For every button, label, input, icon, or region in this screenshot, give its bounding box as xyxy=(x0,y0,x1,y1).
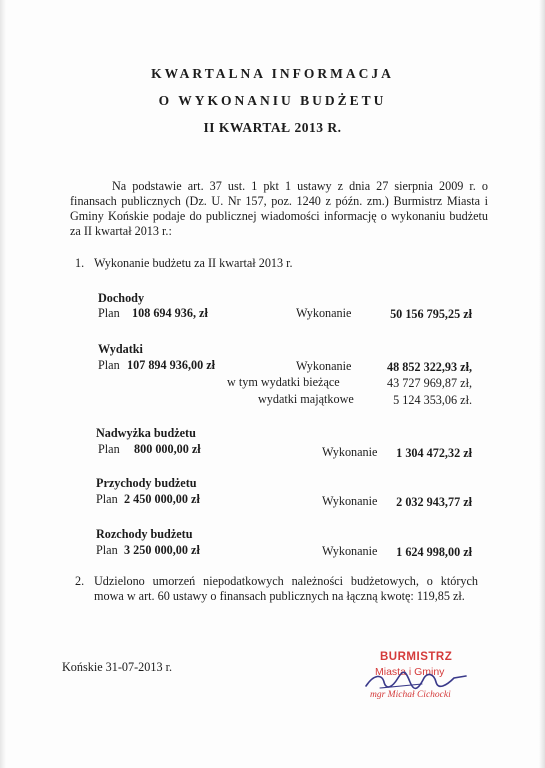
dochody-plan-label: Plan xyxy=(98,306,120,320)
dochody-title: Dochody xyxy=(98,291,145,305)
wydatki-plan-value: 107 894 936,00 zł xyxy=(127,358,216,372)
item-2-text: Udzielono umorzeń niepodatkowych należności budżetowych, o których mowa w art. 60 ustawy o finansach publicznych na łączną kwotę: 119,85 zł. xyxy=(94,574,478,603)
przychody-exec-value: 2 032 943,77 zł xyxy=(396,495,472,509)
wydatki-plan-label: Plan xyxy=(98,358,120,372)
page-edge-right xyxy=(539,0,545,768)
przychody-plan-value: 2 450 000,00 zł xyxy=(124,492,200,506)
rozchody-exec-value: 1 624 998,00 zł xyxy=(396,545,472,559)
rozchody-plan-value: 3 250 000,00 zł xyxy=(124,543,200,557)
dochody-plan-value: 108 694 936, zł xyxy=(132,306,208,320)
stamp-title: BURMISTRZ xyxy=(380,651,453,663)
nadwyzka-title: Nadwyżka budżetu xyxy=(96,426,196,440)
place-date: Końskie 31-07-2013 r. xyxy=(62,660,173,674)
wydatki-current-value: 43 727 969,87 zł, xyxy=(387,376,472,390)
dochody-exec-value: 50 156 795,25 zł xyxy=(390,307,472,321)
page-edge-left xyxy=(0,0,6,768)
wydatki-title: Wydatki xyxy=(98,342,143,356)
title-line-1: KWARTALNA INFORMACJA xyxy=(151,66,394,81)
nadwyzka-exec-label: Wykonanie xyxy=(322,445,378,459)
nadwyzka-plan-label: Plan xyxy=(98,442,120,456)
wydatki-current-label: w tym wydatki bieżące xyxy=(227,375,340,389)
dochody-exec-label: Wykonanie xyxy=(296,306,352,320)
przychody-title: Przychody budżetu xyxy=(96,476,197,490)
title-line-3: II KWARTAŁ 2013 R. xyxy=(203,120,342,135)
wydatki-capital-label: wydatki majątkowe xyxy=(258,392,354,406)
wydatki-exec-label: Wykonanie xyxy=(296,359,352,373)
item-2-number: 2. xyxy=(75,574,85,588)
rozchody-exec-label: Wykonanie xyxy=(322,544,378,558)
wydatki-capital-value: 5 124 353,06 zł. xyxy=(393,393,472,407)
rozchody-title: Rozchody budżetu xyxy=(96,527,193,541)
intro-paragraph xyxy=(70,179,488,239)
stamp-subtitle: Miasta i Gminy xyxy=(375,666,445,678)
rozchody-plan-label: Plan xyxy=(96,543,118,557)
intro-text: Na podstawie art. 37 ust. 1 pkt 1 ustawy z dnia 27 sierpnia 2009 r. o finansach publicznych (Dz. U. Nr 157, poz. 1240 z późn. zm.) Burmistrz Miasta i Gminy Końskie podaje do publicznej wiadomości informację o wykonaniu budżetu za II kwartał 2013 r.: xyxy=(70,179,488,238)
nadwyzka-plan-value: 800 000,00 zł xyxy=(134,442,201,456)
przychody-exec-label: Wykonanie xyxy=(322,494,378,508)
item-1-text: Wykonanie budżetu za II kwartał 2013 r. xyxy=(94,256,293,270)
wydatki-exec-value: 48 852 322,93 zł, xyxy=(387,360,472,374)
item-1-number: 1. xyxy=(75,256,85,270)
przychody-plan-label: Plan xyxy=(96,492,118,506)
stamp-name: mgr Michał Cichocki xyxy=(370,690,451,700)
nadwyzka-exec-value: 1 304 472,32 zł xyxy=(396,446,472,460)
title-line-2: O WYKONANIU BUDŻETU xyxy=(158,93,387,108)
